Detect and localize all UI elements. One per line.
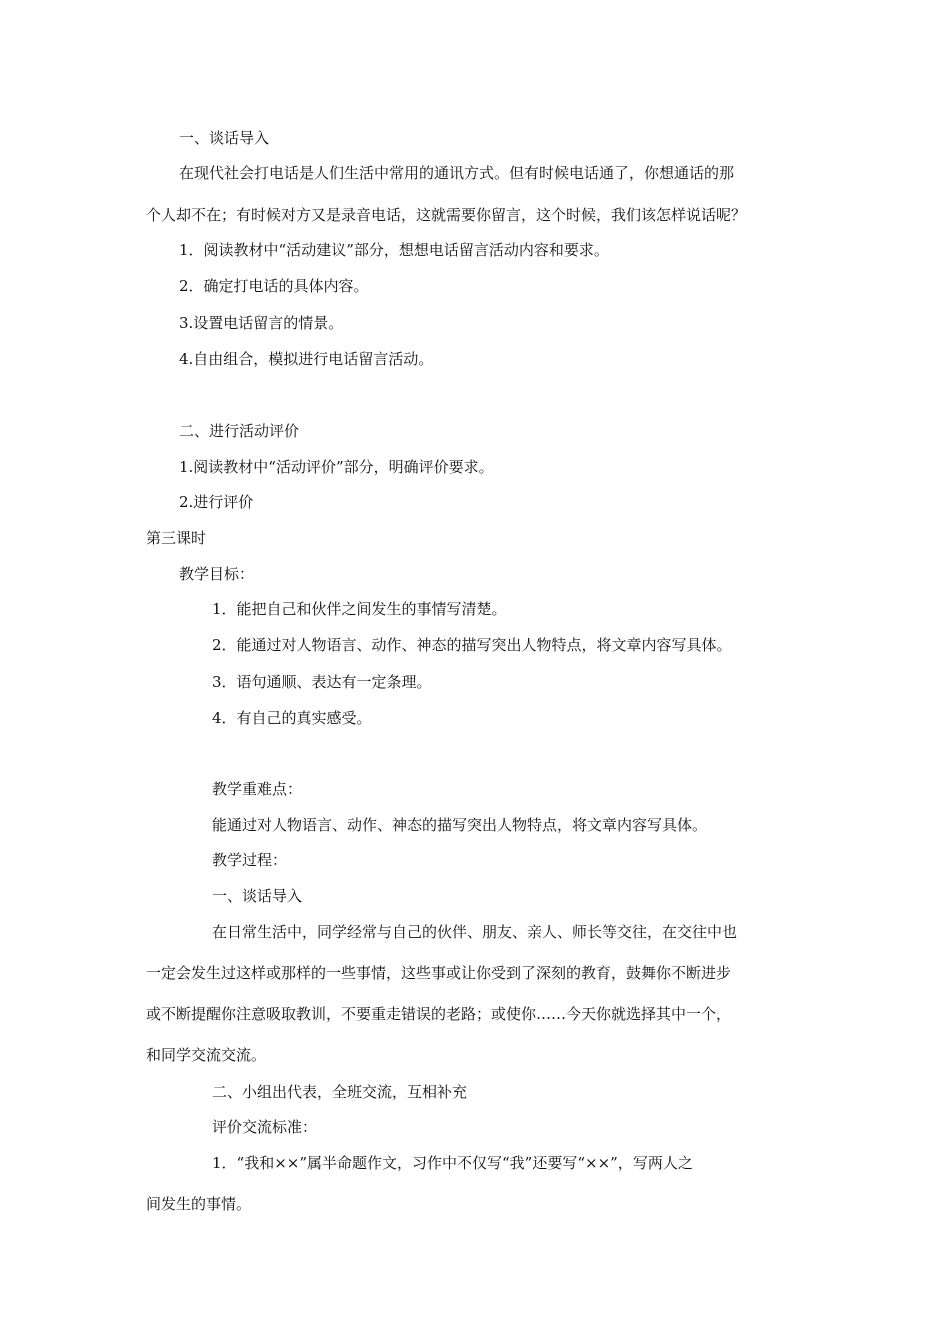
criteria-label: 评价交流标准： bbox=[212, 1118, 318, 1136]
goal-item-3: 3．语句通顺、表达有一定条理。 bbox=[212, 673, 432, 691]
step2-heading: 二、小组出代表，全班交流，互相补充 bbox=[212, 1083, 468, 1101]
step1-line-1: 在日常生活中，同学经常与自己的伙伴、朋友、亲人、师长等交往，在交往中也 bbox=[212, 923, 738, 941]
section1-item-4: 4.自由组合，模拟进行电话留言活动。 bbox=[179, 350, 434, 368]
criteria1-line-2: 间发生的事情。 bbox=[146, 1195, 252, 1213]
step1-heading: 一、谈话导入 bbox=[212, 887, 303, 905]
intro-paragraph-line-2: 个人却不在；有时候对方又是录音电话，这就需要你留言，这个时候，我们该怎样说话呢？ bbox=[146, 206, 747, 224]
difficulty-text: 能通过对人物语言、动作、神态的描写突出人物特点，将文章内容写具体。 bbox=[212, 816, 708, 834]
goal-item-1: 1．能把自己和伙伴之间发生的事情写清楚。 bbox=[212, 600, 507, 618]
section2-item-2: 2.进行评价 bbox=[179, 493, 254, 511]
goal-item-4: 4．有自己的真实感受。 bbox=[212, 709, 372, 727]
goal-item-2: 2．能通过对人物语言、动作、神态的描写突出人物特点，将文章内容写具体。 bbox=[212, 636, 732, 654]
lesson3-title: 第三课时 bbox=[146, 529, 207, 547]
process-label: 教学过程： bbox=[212, 851, 288, 869]
section1-item-2: 2．确定打电话的具体内容。 bbox=[179, 277, 369, 295]
section1-item-1: 1．阅读教材中“活动建议”部分，想想电话留言活动内容和要求。 bbox=[179, 241, 609, 259]
section1-heading: 一、谈话导入 bbox=[179, 129, 270, 147]
criteria1-line-1: 1．“我和××”属半命题作文，习作中不仅写“我”还要写“××”，写两人之 bbox=[212, 1154, 693, 1172]
step1-line-3: 或不断提醒你注意吸取教训，不要重走错误的老路；或使你……今天你就选择其中一个， bbox=[146, 1005, 732, 1023]
section2-heading: 二、进行活动评价 bbox=[179, 422, 300, 440]
difficulty-label: 教学重难点： bbox=[212, 780, 303, 798]
intro-paragraph-line-1: 在现代社会打电话是人们生活中常用的通讯方式。但有时候电话通了，你想通话的那 bbox=[179, 164, 735, 182]
goals-label: 教学目标： bbox=[179, 565, 255, 583]
section1-item-3: 3.设置电话留言的情景。 bbox=[179, 314, 344, 332]
section2-item-1: 1.阅读教材中“活动评价”部分，明确评价要求。 bbox=[179, 458, 494, 476]
step1-line-2: 一定会发生过这样或那样的一些事情，这些事或让你受到了深刻的教育，鼓舞你不断进步 bbox=[146, 964, 732, 982]
step1-line-4: 和同学交流交流。 bbox=[146, 1046, 267, 1064]
